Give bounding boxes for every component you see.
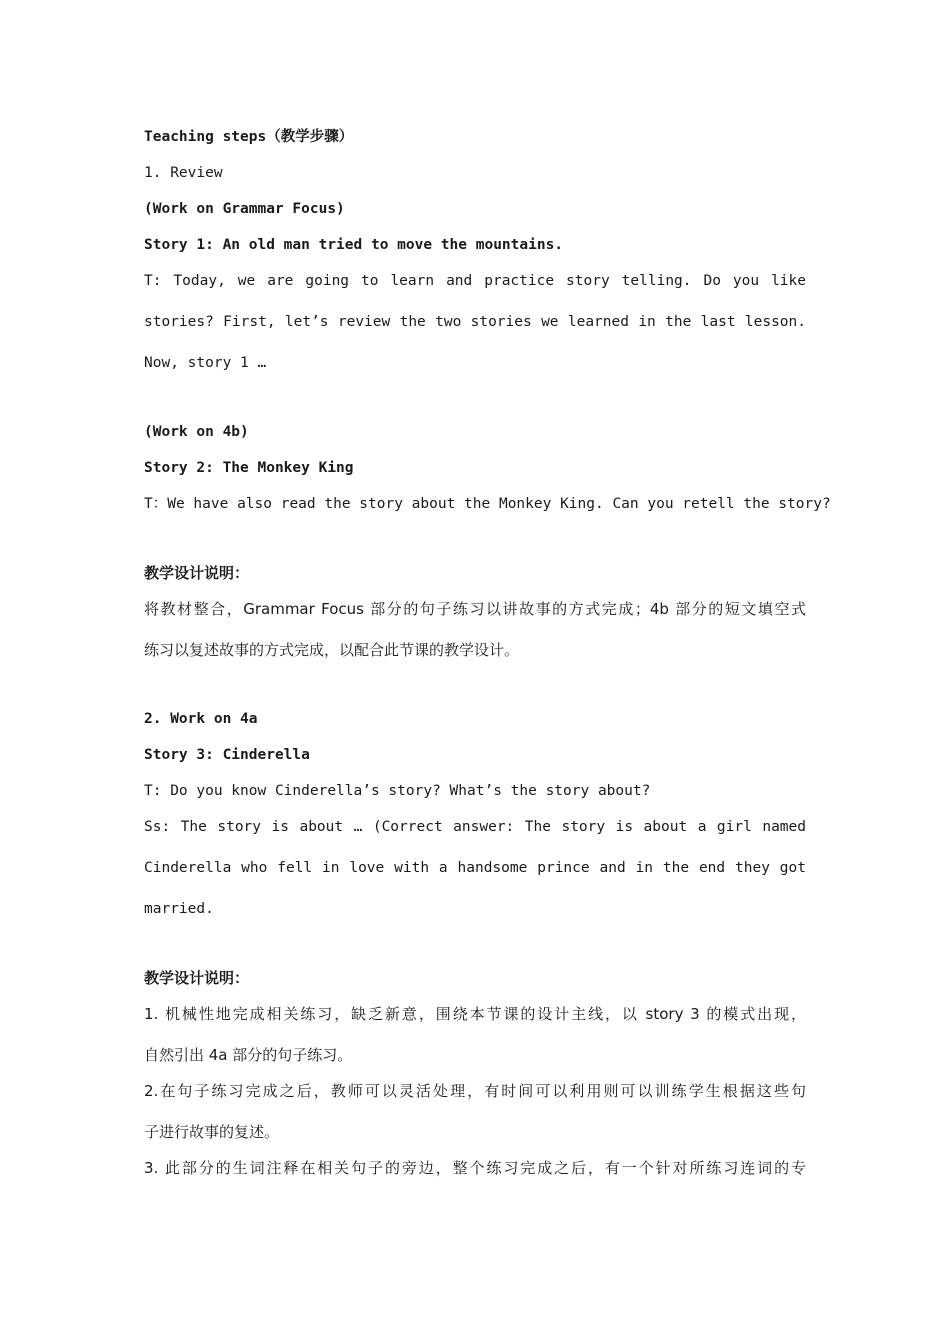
step-1-task-grammar-focus: (Work on Grammar Focus) [144, 201, 345, 217]
step-1-task-4b: (Work on 4b) [144, 424, 249, 440]
step-2-title: 2. Work on 4a [144, 711, 258, 727]
design-note-2-heading: 教学设计说明： [144, 969, 250, 987]
design-note-2-line-5: 3. 此部分的生词注释在相关句子的旁边，整个练习完成之后，有一个针对所练习连词的专 [144, 1159, 806, 1177]
story-2-title: Story 2: The Monkey King [144, 460, 354, 476]
design-note-2-line-4: 子进行故事的复述。 [144, 1123, 280, 1141]
design-note-1-heading: 教学设计说明： [144, 564, 250, 582]
student-line-1: Ss: The story is about … (Correct answer: The story is about a girl named [144, 819, 806, 835]
step-1-title: 1. Review [144, 165, 223, 181]
student-line-3: married. [144, 901, 214, 917]
teacher-line-cinderella: T: Do you know Cinderella’s story? What’s the story about? [144, 783, 651, 799]
story-1-title: Story 1: An old man tried to move the mountains. [144, 237, 564, 253]
design-note-2-line-1: 1. 机械性地完成相关练习，缺乏新意，围绕本节课的设计主线，以 story 3 的模式出现， [144, 1005, 806, 1023]
design-note-2-line-2: 自然引出 4a 部分的句子练习。 [144, 1046, 353, 1064]
design-note-2-line-3: 2.在句子练习完成之后，教师可以灵活处理，有时间可以利用则可以训练学生根据这些句 [144, 1082, 806, 1100]
design-note-1-line-1: 将教材整合，Grammar Focus 部分的句子练习以讲故事的方式完成；4b 部分的短文填空式 [144, 600, 806, 618]
story-3-title: Story 3: Cinderella [144, 747, 310, 763]
design-note-1-line-2: 练习以复述故事的方式完成，以配合此节课的教学设计。 [144, 641, 520, 659]
section-heading: Teaching steps（教学步骤） [144, 129, 354, 145]
teacher-line-1: T: Today, we are going to learn and practice story telling. Do you like [144, 273, 806, 289]
teacher-line-2: stories? First, let’s review the two stories we learned in the last lesson. [144, 314, 806, 330]
teacher-line-monkey-king: T：We have also read the story about the Monkey King. Can you retell the story? [144, 496, 831, 512]
student-line-2: Cinderella who fell in love with a handsome prince and in the end they got [144, 860, 806, 876]
teacher-line-3: Now, story 1 … [144, 355, 267, 371]
